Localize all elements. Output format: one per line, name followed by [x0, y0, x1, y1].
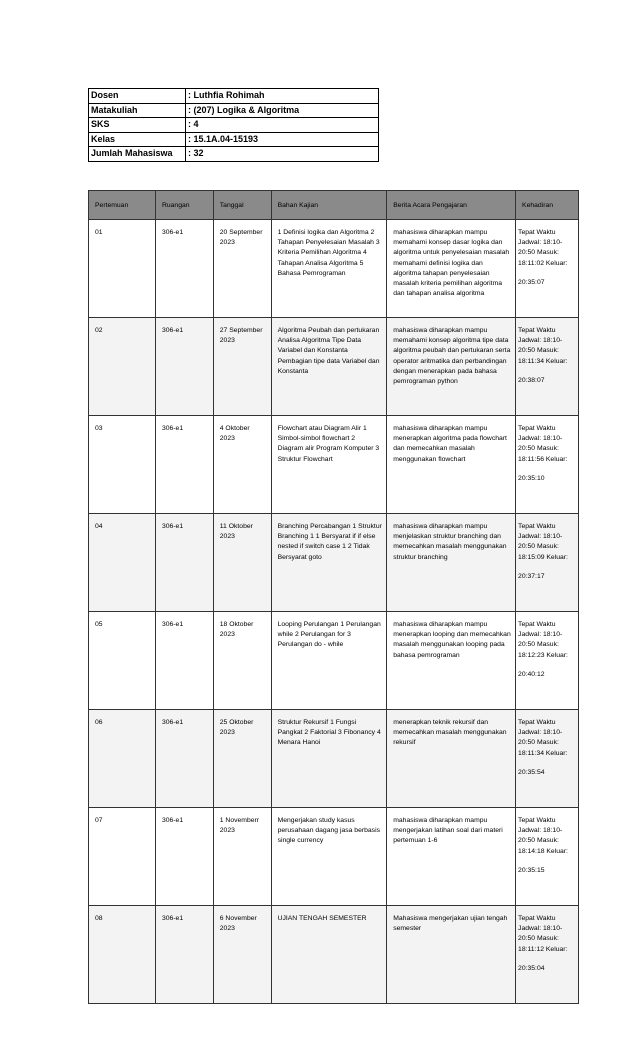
attendance-cell	[516, 808, 579, 906]
date-cell: 27 September 2023	[213, 318, 271, 416]
room-cell: 306-e1	[155, 514, 213, 612]
info-row	[89, 132, 379, 147]
teaching-report-cell: Mahasiswa mengerjakan ujian tengah semester	[387, 906, 516, 1004]
spacer	[518, 269, 576, 278]
room-cell: 306-e1	[155, 220, 213, 318]
date-cell: 6 November 2023	[213, 906, 271, 1004]
info-value: : Luthfia Rohimah	[186, 89, 379, 104]
attendance-cell	[516, 514, 579, 612]
info-row	[89, 103, 379, 118]
checkout-time: 20:35:04	[518, 964, 545, 972]
header-row	[89, 191, 579, 220]
table-row	[89, 710, 579, 808]
teaching-report-cell: mahasiswa diharapkan mampu menjelaskan struktur branching dan memecahkan masalah menggunakan struktur branching	[387, 514, 516, 612]
room-cell: 306-e1	[155, 808, 213, 906]
spacer	[518, 759, 576, 768]
table-row	[89, 514, 579, 612]
table-row	[89, 612, 579, 710]
attendance-cell	[516, 710, 579, 808]
attendance-cell	[516, 906, 579, 1004]
date-cell: 25 Oktober 2023	[213, 710, 271, 808]
attendance-info: Tepat Waktu Jadwal: 18:10-20:50 Masuk: 18:11:34 Keluar:	[518, 327, 568, 365]
spacer	[518, 367, 576, 376]
attendance-cell	[516, 318, 579, 416]
column-header: Kehadiran	[516, 191, 579, 220]
info-label: SKS	[89, 118, 186, 133]
column-header: Berita Acara Pengajaran	[387, 191, 516, 220]
table-row	[89, 318, 579, 416]
date-cell: 18 Oktober 2023	[213, 612, 271, 710]
attendance-cell	[516, 220, 579, 318]
date-cell: 20 September 2023	[213, 220, 271, 318]
checkout-time: 20:35:10	[518, 474, 545, 482]
teaching-report-cell: mahasiswa diharapkan mampu mengerjakan latihan soal dari materi pertemuan 1-6	[387, 808, 516, 906]
course-info-table	[88, 88, 379, 162]
course-material-cell: Algoritma Peubah dan pertukaran Analisa Algoritma Tipe Data Variabel dan Konstanta Pembagian tipe data Variabel dan Konstanta	[271, 318, 387, 416]
table-row	[89, 906, 579, 1004]
table-row	[89, 416, 579, 514]
attendance-table	[88, 190, 579, 1004]
spacer	[518, 563, 576, 572]
table-row	[89, 220, 579, 318]
course-material-cell: Struktur Rekursif 1 Fungsi Pangkat 2 Faktorial 3 Fibonancy 4 Menara Hanoi	[271, 710, 387, 808]
meeting-number-cell: 02	[89, 318, 156, 416]
attendance-info: Tepat Waktu Jadwal: 18:10-20:50 Masuk: 18:14:18 Keluar:	[518, 817, 568, 855]
info-value: : 15.1A.04-15193	[186, 132, 379, 147]
course-info-body	[89, 89, 379, 162]
room-cell: 306-e1	[155, 416, 213, 514]
course-material-cell: 1 Definisi logika dan Algoritma 2 Tahapan Penyelesaian Masalah 3 Kriteria Pemilihan Algoritma 4 Tahapan Analisa Algoritma 5 Bahasa Pemrograman	[271, 220, 387, 318]
meeting-number-cell: 01	[89, 220, 156, 318]
date-cell: 11 Oktober 2023	[213, 514, 271, 612]
checkout-time: 20:37:17	[518, 572, 545, 580]
checkout-time: 20:38:07	[518, 376, 545, 384]
checkout-time: 20:35:15	[518, 866, 545, 874]
spacer	[518, 955, 576, 964]
meeting-number-cell: 03	[89, 416, 156, 514]
meeting-number-cell: 06	[89, 710, 156, 808]
info-label: Matakuliah	[89, 103, 186, 118]
meeting-number-cell: 07	[89, 808, 156, 906]
teaching-report-cell: mahasiswa diharapkan mampu memahami konsep algoritma tipe data algoritma peubah dan pertukaran serta operator aritmatika dan perbandingan dengan menerapkan pada bahasa pemrograman python	[387, 318, 516, 416]
attendance-table-header	[89, 191, 579, 220]
attendance-cell	[516, 416, 579, 514]
room-cell: 306-e1	[155, 710, 213, 808]
attendance-cell	[516, 612, 579, 710]
checkout-time: 20:40:12	[518, 670, 545, 678]
room-cell: 306-e1	[155, 906, 213, 1004]
attendance-info: Tepat Waktu Jadwal: 18:10-20:50 Masuk: 18:11:02 Keluar:	[518, 229, 568, 267]
attendance-info: Tepat Waktu Jadwal: 18:10-20:50 Masuk: 18:11:12 Keluar:	[518, 915, 568, 953]
date-cell: 1 Novemberr 2023	[213, 808, 271, 906]
info-row	[89, 89, 379, 104]
attendance-info: Tepat Waktu Jadwal: 18:10-20:50 Masuk: 18:12:23 Keluar:	[518, 621, 568, 659]
info-label: Kelas	[89, 132, 186, 147]
teaching-report-cell: mahasiswa diharapkan mampu memahami konsep dasar logika dan algoritma untuk penyelesaian masalah memahami definisi logika dan algoritma tahapan penyelesaian masalah kriteria pemilihan algoritma dan tahapan analisa algoritma	[387, 220, 516, 318]
info-row	[89, 147, 379, 162]
column-header: Bahan Kajian	[271, 191, 387, 220]
meeting-number-cell: 08	[89, 906, 156, 1004]
teaching-report-cell: mahasiswa diharapkan mampu menerapkan looping dan memecahkan masalah menggunakan looping pada bahasa pemrograman	[387, 612, 516, 710]
checkout-time: 20:35:54	[518, 768, 545, 776]
attendance-table-body	[89, 220, 579, 1004]
meeting-number-cell: 05	[89, 612, 156, 710]
teaching-report-cell: menerapkan teknik rekursif dan memecahkan masalah menggunakan rekursif	[387, 710, 516, 808]
checkout-time: 20:35:07	[518, 278, 545, 286]
table-row	[89, 808, 579, 906]
spacer	[518, 465, 576, 474]
info-label: Jumlah Mahasiswa	[89, 147, 186, 162]
info-value: : 32	[186, 147, 379, 162]
column-header: Pertemuan	[89, 191, 156, 220]
course-material-cell: Mengerjakan study kasus perusahaan dagang jasa berbasis single currency	[271, 808, 387, 906]
room-cell: 306-e1	[155, 612, 213, 710]
spacer	[518, 857, 576, 866]
info-value: : (207) Logika & Algoritma	[186, 103, 379, 118]
course-material-cell: UJIAN TENGAH SEMESTER	[271, 906, 387, 1004]
date-cell: 4 Oktober 2023	[213, 416, 271, 514]
info-row	[89, 118, 379, 133]
column-header: Tanggal	[213, 191, 271, 220]
info-label: Dosen	[89, 89, 186, 104]
meeting-number-cell: 04	[89, 514, 156, 612]
info-value: : 4	[186, 118, 379, 133]
teaching-report-cell: mahasiswa diharapkan mampu menerapkan algoritma pada flowchart dan memecahkan masalah menggunakan flowchart	[387, 416, 516, 514]
attendance-info: Tepat Waktu Jadwal: 18:10-20:50 Masuk: 18:15:09 Keluar:	[518, 523, 568, 561]
course-material-cell: Branching Percabangan 1 Struktur Branching 1 1 Bersyarat if if else nested if switch case 1 2 Tidak Bersyarat goto	[271, 514, 387, 612]
room-cell: 306-e1	[155, 318, 213, 416]
attendance-info: Tepat Waktu Jadwal: 18:10-20:50 Masuk: 18:11:56 Keluar:	[518, 425, 568, 463]
spacer	[518, 661, 576, 670]
column-header: Ruangan	[155, 191, 213, 220]
attendance-info: Tepat Waktu Jadwal: 18:10-20:50 Masuk: 18:11:34 Keluar:	[518, 719, 568, 757]
course-material-cell: Flowchart atau Diagram Alir 1 Simbol-simbol flowchart 2 Diagram alir Program Komputer 3 Struktur Flowchart	[271, 416, 387, 514]
course-material-cell: Looping Perulangan 1 Perulangan while 2 Perulangan for 3 Perulangan do - while	[271, 612, 387, 710]
